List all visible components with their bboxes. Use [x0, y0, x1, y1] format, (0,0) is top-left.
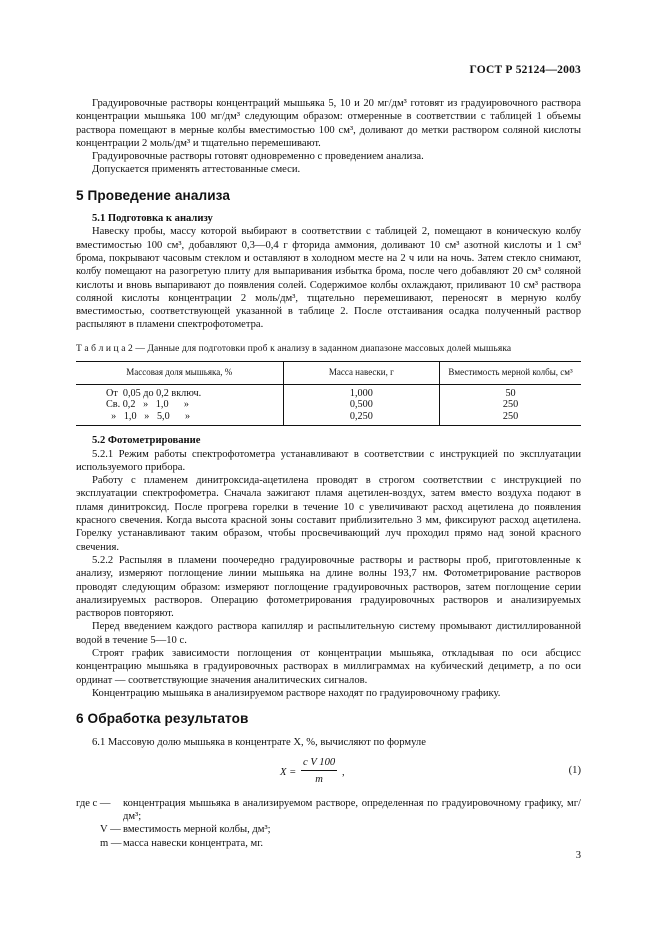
definition-item [76, 797, 581, 824]
paragraph-5-1: Навеску пробы, массу которой выбирают в соответствии с таблицей 2, помещают в коническую колбу вместимостью 100 см³, добавляют 0,3—0,4 г фторида аммония, доливают 10 см³ азотной кислоты и 1 см³ брома, покрывают часовым стеклом и оставляют в холодном месте на 2 ч или на ночь. Затем стекло снимают, колбу помещают на разогретую плиту для выпаривания избытка брома, после чего добавляют 20 см³ соляной кислоты и вновь выпаривают до появления солей. Содержимое колбы охлаждают, приливают 10 см³ раствора соляной кислоты концентрации 2 моль/дм³, тщательно перемешивают, переносят в мерную колбу вместимостью, соответствующей указанной в таблице 2. После отстаивания осадка полученный раствор распыляют в пламени спектрофотометра. [76, 226, 581, 331]
section-6-heading: 6 Обработка результатов [76, 711, 249, 727]
formula-fraction [301, 756, 337, 787]
table-cell: 0,250 [283, 411, 440, 426]
table-cell: От 0,05 до 0,2 включ. [106, 388, 202, 400]
definition-item [76, 837, 581, 850]
subsection-5-2-heading: 5.2 Фотометрирование [92, 435, 201, 447]
formula-number: (1) [568, 764, 581, 776]
paragraph-concentration: Концентрацию мышьяка в анализируемом растворе находят по градуировочному графику. [92, 687, 501, 699]
formula-definitions [76, 797, 581, 850]
table-2 [76, 361, 581, 426]
formula-1 [76, 753, 581, 793]
intro-paragraph: Градуировочные растворы готовят одновременно с проведением анализа. [92, 151, 424, 163]
paragraph-5-2-2: 5.2.2 Распыляя в пламени поочередно градуировочные растворы и растворы проб, приготовленные к анализу, измеряют поглощение линии мышьяка на длине волны 193,7 нм. Фотометрирование растворов проводят следующим образом: измеряют поглощение градуировочных растворов, затем поглощение серии анализируемых растворов. Операцию фотометрирования градуировочных растворов и анализируемых растворов повторяют. [76, 554, 581, 620]
intro-paragraph: Градуировочные растворы концентраций мышьяка 5, 10 и 20 мг/дм³ готовят из градуировочного раствора концентрации мышьяка 100 мг/дм³ следующим образом: отмеренные в соответствии с таблицей 1 объемы раствора помещают в мерные колбы вместимостью 100 см³, доливают до метки раствором соляной кислоты концентрации 2 моль/дм³ и тщательно перемешивают. [76, 98, 581, 149]
table-cell: » 1,0 » 5,0 » [76, 411, 283, 426]
table-cell: 250 [440, 411, 581, 426]
definition-symbol: V — [100, 824, 121, 836]
definition-text: вместимость мерной колбы, дм³; [123, 824, 271, 836]
paragraph-6-1: 6.1 Массовую долю мышьяка в концентрате X, %, вычисляют по формуле [92, 736, 426, 748]
definition-text: масса навески концентрата, мг. [123, 837, 264, 849]
paragraph-graph: Строят график зависимости поглощения от концентрации мышьяка, откладывая по оси абсцисс концентрацию мышьяка в градуировочных растворах в миллиграммах на кубический дециметр, а по оси ординат — соответствующие значения аналитических сигналов. [76, 648, 581, 686]
table-header-cell: Масса навески, г [283, 362, 440, 385]
table-cell: 1,000 [283, 385, 440, 400]
table-cell: 0,500 [283, 399, 440, 410]
definition-symbol: m — [100, 837, 122, 849]
paragraph-5-2-1: 5.2.1 Режим работы спектрофотометра устанавливают в соответствии с инструкцией по эксплуатации используемого прибора. [76, 448, 581, 473]
table-header-cell: Вместимость мерной колбы, см³ [440, 362, 581, 385]
formula-comma: , [342, 766, 345, 778]
definition-symbol: где c — [76, 797, 111, 809]
table-row [76, 385, 581, 400]
page-number: 3 [575, 850, 581, 861]
table-header-cell: Массовая доля мышьяка, % [76, 362, 283, 385]
table-row [76, 411, 581, 426]
table-2-caption: Т а б л и ц а 2 — Данные для подготовки проб к анализу в заданном диапазоне массовых долей мышьяка [76, 343, 512, 354]
intro-paragraph: Допускается применять аттестованные смеси. [92, 164, 301, 176]
paragraph-rinse: Перед введением каждого раствора капилляр и распылительную систему промывают дистиллированной водой в течение 5—10 с. [76, 621, 581, 646]
paragraph-flame: Работу с пламенем динитроксида-ацетилена проводят в строгом соответствии с инструкцией по эксплуатации спектрофометра. Сначала зажигают пламя ацетилен-воздух, затем вместо воздуха подают в пламя динитроксид. После прогрева горелки в течение 10 с увеличивают расход ацетилена до появления красного свечения. Когда высота красной зоны составит приблизительно 3 мм, фиксируют расход ацетилена. Горелку устанавливают таким образом, чтобы просвечивающий луч проходил прямо над зоной красного свечения. [76, 475, 581, 553]
table-row [76, 399, 581, 410]
standard-header: ГОСТ Р 52124—2003 [469, 64, 581, 76]
definition-text: концентрация мышьяка в анализируемом растворе, определенная по градуировочному графику, мг/дм³; [123, 797, 581, 823]
table-cell: 50 [440, 385, 581, 400]
subsection-5-1-heading: 5.1 Подготовка к анализу [92, 213, 213, 225]
formula-lhs: X = [280, 766, 297, 778]
section-5-heading: 5 Проведение анализа [76, 187, 231, 203]
table-cell: 250 [440, 399, 581, 410]
definition-item [76, 823, 581, 836]
table-header-row [76, 362, 581, 385]
table-cell: Св. 0,2 » 1,0 » [106, 399, 189, 411]
page-content [76, 97, 581, 850]
formula-denominator: m [315, 774, 323, 786]
formula-numerator: c V 100 [301, 756, 337, 771]
